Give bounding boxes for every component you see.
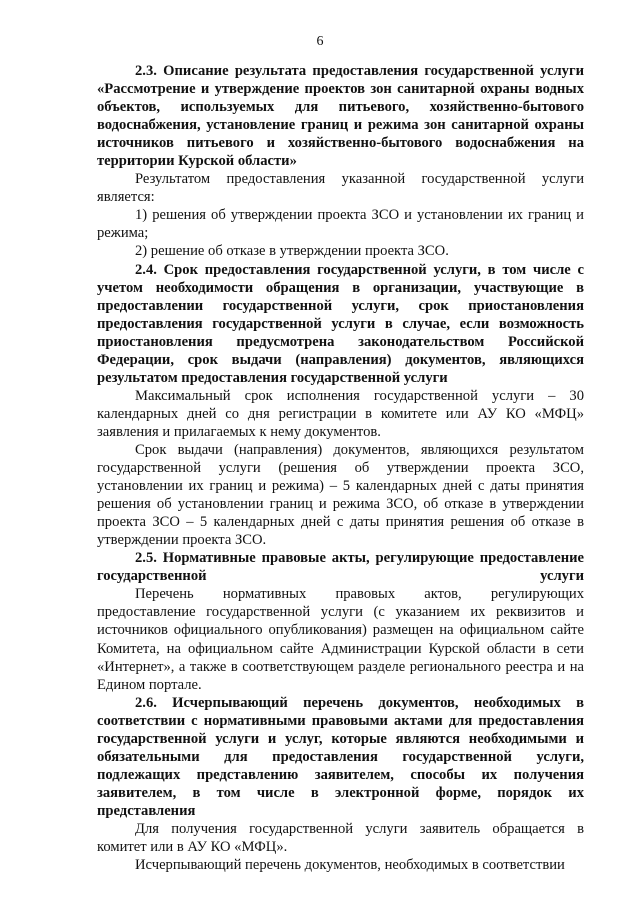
section-heading-2-6: 2.6. Исчерпывающий перечень документов, необходимых в соответствии с нормативными правовыми актами для предоставления государственной услуги и услуг, которые являются необходимыми и обязательными для предоставления государственной услуги, подлежащих представлению заявителем, способы их получения заявителем, в том числе в электронной форме, порядок их представления <box>97 694 584 819</box>
paragraph-applicant: Для получения государственной услуги заявитель обращается в комитет или в АУ КО «МФЦ». <box>97 820 584 856</box>
list-item-2: 2) решение об отказе в утверждении проекта ЗСО. <box>135 243 449 260</box>
list-item-1: 1) решения об утверждении проекта ЗСО и установлении их границ и режима; <box>97 207 584 242</box>
page-number: 6 <box>316 34 324 49</box>
paragraph-documents-list: Исчерпывающий перечень документов, необходимых в соответствии <box>135 857 565 874</box>
paragraph-legal-acts: Перечень нормативных правовых актов, регулирующих предоставление государственной услуги (с указанием их реквизитов и источников официального опубликования) размещен на официальном сайте Комитета, на официальном сайте Администрации Курской области в сети «Интернет», а также в соответствующем разделе регионального реестра и на Едином портале. <box>97 586 584 693</box>
section-heading-2-3: 2.3. Описание результата предоставления государственной услуги «Рассмотрение и утверждение проектов зон санитарной охраны водных объектов, используемых для питьевого, хозяйственно-бытового водоснабжения, установление границ и режима зон санитарной охраны источников питьевого и хозяйственно-бытового водоснабжения на территории Курской области» <box>97 63 584 170</box>
paragraph-issue-term: Срок выдачи (направления) документов, являющихся результатом государственной услуги (решения об утверждении проекта ЗСО, установлении их границ и режима) – 5 календарных дней с даты принятия решения об установлении границ и режима ЗСО, об отказе в утверждении проекта ЗСО – 5 календарных дней с даты принятия решения об отказе в утверждении проекта ЗСО. <box>97 441 584 549</box>
section-heading-2-4: 2.4. Срок предоставления государственной услуги, в том числе с учетом необходимости обращения в организации, участвующие в предоставлении государственной услуги, срок приостановления предоставления государственной услуги в случае, если возможность приостановления предусмотрена законодательством Российской Федерации, срок выдачи (направления) документов, являющихся результатом предоставления государственной услуги <box>97 261 584 386</box>
section-heading-2-5: 2.5. Нормативные правовые акты, регулирующие предоставление государственной услуги <box>97 550 584 585</box>
paragraph-max-term: Максимальный срок исполнения государственной услуги – 30 календарных дней со дня регистрации в комитете или АУ КО «МФЦ» заявления и прилагаемых к нему документов. <box>97 387 584 440</box>
document-body <box>97 62 584 874</box>
paragraph-result-intro: Результатом предоставления указанной государственной услуги является: <box>97 171 584 206</box>
